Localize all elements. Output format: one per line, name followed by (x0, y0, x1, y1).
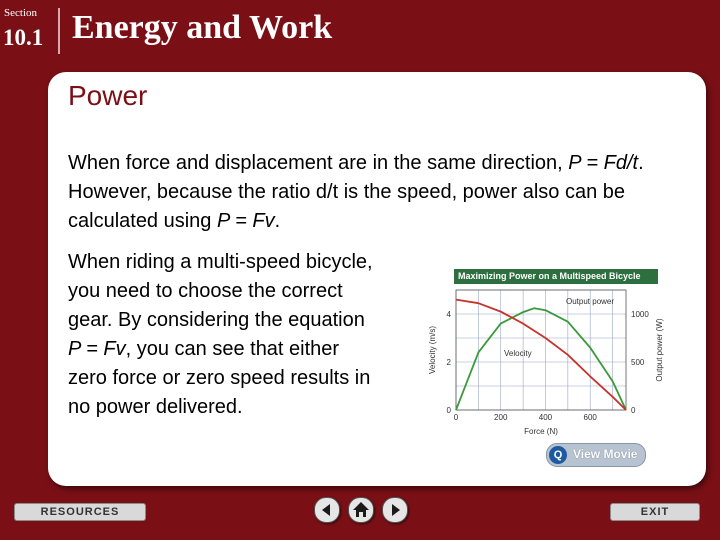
para2-text-a: When riding a multi-speed bicycle, you need to choose the correct gear. By considering the equation (68, 251, 373, 331)
series-label-power: Output power (566, 297, 615, 306)
home-icon (349, 498, 373, 522)
chapter-title: Energy and Work (72, 9, 333, 46)
x-axis-label: Force (N) (524, 427, 558, 436)
y-right-tick-label: 1000 (631, 310, 649, 319)
series-line-velocity (456, 300, 626, 410)
series-line-power (456, 308, 626, 410)
next-button[interactable] (382, 497, 408, 523)
section-label: Section (4, 7, 37, 19)
equation-pfv: P = Fv (216, 210, 275, 232)
x-tick-label: 400 (538, 413, 553, 422)
para1-text-a: When force and displacement are in the same direction, (68, 152, 569, 174)
chart-title: Maximizing Power on a Multispeed Bicycle (454, 269, 658, 284)
y-left-tick-label: 2 (446, 358, 451, 367)
x-tick-label: 0 (453, 413, 459, 422)
arrow-left-icon (315, 498, 339, 522)
paragraph-bicycle (68, 248, 378, 422)
movie-icon: Q (549, 446, 567, 464)
y-right-axis-label: Output power (W) (655, 318, 664, 382)
equation-pfdt: P = Fd/t (568, 152, 639, 174)
y-right-tick-label: 0 (631, 406, 636, 415)
view-movie-button[interactable] (546, 443, 646, 467)
equation-pfv-2: P = Fv (68, 338, 126, 360)
chart-plot (426, 266, 686, 436)
previous-button[interactable] (314, 497, 340, 523)
home-button[interactable] (348, 497, 374, 523)
section-number: 10.1 (3, 25, 44, 50)
resources-button[interactable]: RESOURCES (14, 503, 146, 521)
y-left-tick-label: 0 (446, 406, 451, 415)
plot-frame (456, 290, 626, 410)
y-left-axis-label: Velocity (m/s) (428, 325, 437, 375)
x-tick-label: 600 (583, 413, 597, 422)
y-left-tick-label: 4 (446, 310, 451, 319)
series-label-velocity: Velocity (504, 349, 532, 358)
paragraph-power-definition (68, 149, 688, 236)
para1-text-c: . (274, 210, 281, 232)
slide-title: Power (68, 80, 148, 111)
exit-button[interactable]: EXIT (610, 503, 700, 521)
arrow-right-icon (383, 498, 407, 522)
view-movie-label: View Movie (573, 447, 638, 461)
para2-text-b: , you can see that either zero force or zero speed results in no power delivered. (68, 338, 371, 418)
para1-text-b: . However, because the ratio d/t is the speed, power also can be calculated using (68, 152, 644, 232)
power-chart (426, 266, 686, 436)
y-right-tick-label: 500 (631, 358, 645, 367)
header-divider (58, 8, 60, 54)
x-tick-label: 200 (494, 413, 508, 422)
